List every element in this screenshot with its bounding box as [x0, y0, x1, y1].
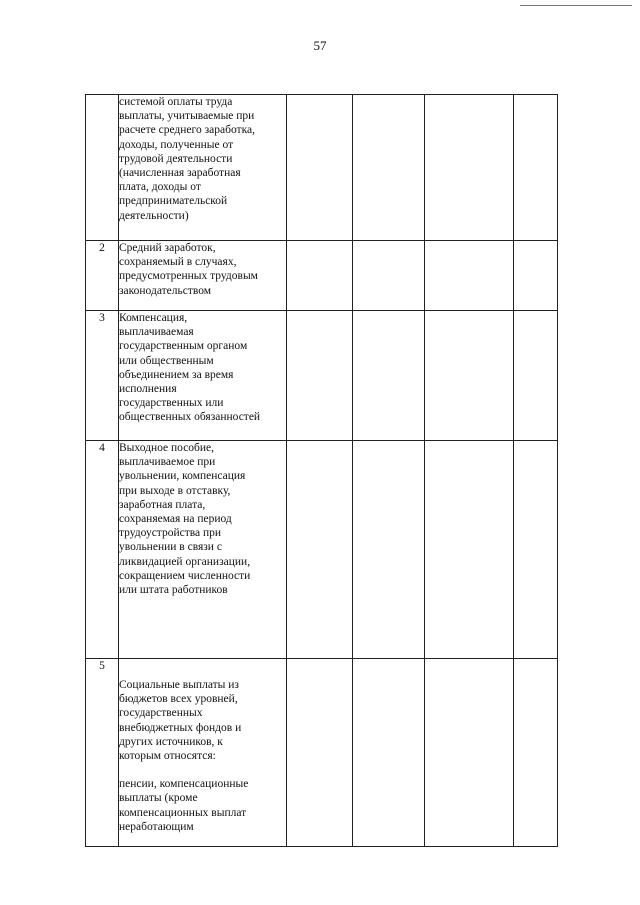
empty-cell: [425, 95, 514, 241]
row-number: 4: [86, 441, 119, 659]
empty-cell: [425, 659, 514, 847]
row-description: [119, 311, 287, 441]
table-row: [86, 95, 558, 241]
empty-cell: [287, 441, 353, 659]
row-description: [119, 95, 287, 241]
empty-cell: [353, 659, 425, 847]
table-row: [86, 241, 558, 311]
empty-cell: [514, 95, 558, 241]
table-row: [86, 659, 558, 847]
row-description-text: Выходное пособие, выплачиваемое при увольнении, компенсация при выходе в отставку, заработная плата, сохраняемая на период трудоустройства при увольнении в связи с ликвидацией организации, сокращением численности или штата работников: [119, 442, 251, 597]
table-row: [86, 441, 558, 659]
row-description-text: пенсии, компенсационные выплаты (кроме компенсационных выплат неработающим: [119, 778, 249, 833]
empty-cell: [514, 241, 558, 311]
empty-cell: [287, 95, 353, 241]
row-number: [86, 95, 119, 241]
income-table: [85, 94, 558, 847]
empty-cell: [353, 311, 425, 441]
table-row: [86, 311, 558, 441]
row-description: [119, 659, 287, 847]
row-description-text: Компенсация, выплачиваемая государственным органом или общественным объединением за время исполнения государственных или общественных обязанностей: [119, 312, 261, 424]
empty-cell: [353, 441, 425, 659]
empty-cell: [353, 241, 425, 311]
empty-cell: [287, 659, 353, 847]
empty-cell: [287, 311, 353, 441]
row-number: 3: [86, 311, 119, 441]
empty-cell: [287, 241, 353, 311]
top-edge-rule: [520, 5, 632, 6]
row-description-text: Социальные выплаты из бюджетов всех уровней, государственных внебюджетных фондов и других источников, к которым относятся:: [119, 679, 242, 763]
row-description: [119, 241, 287, 311]
empty-cell: [425, 241, 514, 311]
empty-cell: [514, 441, 558, 659]
empty-cell: [425, 441, 514, 659]
empty-cell: [353, 95, 425, 241]
row-number: 2: [86, 241, 119, 311]
empty-cell: [514, 311, 558, 441]
row-number: 5: [86, 659, 119, 847]
page-number: 57: [313, 38, 327, 53]
row-description: [119, 441, 287, 659]
row-description-text: Средний заработок, сохраняемый в случаях, предусмотренных трудовым законодательством: [119, 242, 258, 297]
row-description-text: системой оплаты труда выплаты, учитываемые при расчете среднего заработка, доходы, полученные от трудовой деятельности (начисленная заработная плата, доходы от предпринимательской деятельности): [119, 96, 255, 222]
paragraph-gap: [119, 763, 286, 777]
empty-cell: [425, 311, 514, 441]
empty-cell: [514, 659, 558, 847]
